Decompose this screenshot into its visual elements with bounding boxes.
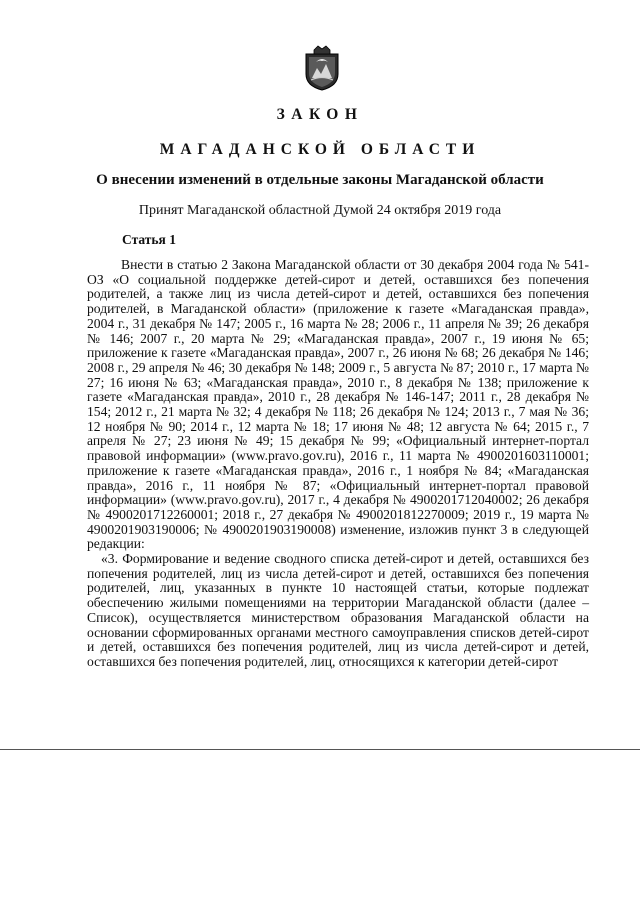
coat-of-arms-icon bbox=[302, 44, 342, 92]
law-heading: ЗАКОН bbox=[276, 106, 364, 123]
document-title: О внесении изменений в отдельные законы Магаданской области bbox=[96, 172, 544, 188]
article-paragraph-2: «3. Формирование и ведение сводного списка детей-сирот и детей, оставшихся без попечения родителей, лиц из числа детей-сирот и детей, оставшихся без попечения родителей, лиц, указанных в пункте 10 настоящей статьи, которые подлежат обеспечению жилыми помещениями на территории Магаданской области (далее – Список), осуществляется министерством образования Магаданской области на основании сформированных органами местного самоуправления списков детей-сирот и детей, оставшихся без попечения родителей, лиц из числа детей-сирот и детей, оставшихся без попечения родителей, лиц, относящихся к категории детей-сирот bbox=[87, 551, 589, 669]
article-heading: Статья 1 bbox=[122, 232, 176, 247]
region-heading: МАГАДАНСКОЙ ОБЛАСТИ bbox=[159, 141, 481, 158]
article-paragraph-1: Внести в статью 2 Закона Магаданской области от 30 декабря 2004 года № 541-ОЗ «О социальной поддержке детей-сирот и детей, оставшихся без попечения родителей, а также лиц из числа детей-сирот и детей, оставшихся без попечения родителей, в Магаданской области» (приложение к газете «Магаданская правда», 2004 г., 31 декабря № 147; 2005 г., 16 марта № 28; 2006 г., 11 апреля № 39; 26 декабря № 146; 2007 г., 20 марта № 29; «Магаданская правда», 2007 г., 19 июня № 65; приложение к газете «Магаданская правда», 2007 г., 26 июня № 68; 26 декабря № 146; 2008 г., 29 апреля № 46; 30 декабря № 148; 2009 г., 5 августа № 87; 2010 г., 17 марта № 27; 16 июня № 63; «Магаданская правда», 2010 г., 8 декабря № 138; приложение к газете «Магаданская правда», 2010 г., 28 декабря № 146-147; 2011 г., 28 декабря № 154; 2012 г., 21 марта № 32; 4 декабря № 118; 26 декабря № 124; 2013 г., 7 мая № 36; 12 ноября № 90; 2014 г., 12 марта № 18; 17 июня № 48; 12 августа № 64; 2015 г., 7 апреля № 27; 23 июня № 49; 15 декабря № 99; «Официальный интернет-портал правовой информации» (www.pravo.gov.ru), 2016 г., 11 марта № 4900201603110001; приложение к газете «Магаданская правда», 2016 г., 1 ноября № 84; «Магаданская правда», 2016 г., 11 ноября № 87; «Официальный интернет-портал правовой информации» (www.pravo.gov.ru), 2017 г., 4 декабря № 4900201712040002; 26 декабря № 4900201712260001; 2018 г., 27 декабря № 4900201812270009; 2019 г., 19 марта № 4900201903190006; № 4900201903190008) изменение, изложив пункт 3 в следующей редакции: bbox=[87, 257, 589, 552]
page-bottom-rule bbox=[0, 749, 640, 750]
article-body bbox=[87, 258, 589, 670]
adoption-note: Принят Магаданской областной Думой 24 октября 2019 года bbox=[138, 203, 502, 218]
